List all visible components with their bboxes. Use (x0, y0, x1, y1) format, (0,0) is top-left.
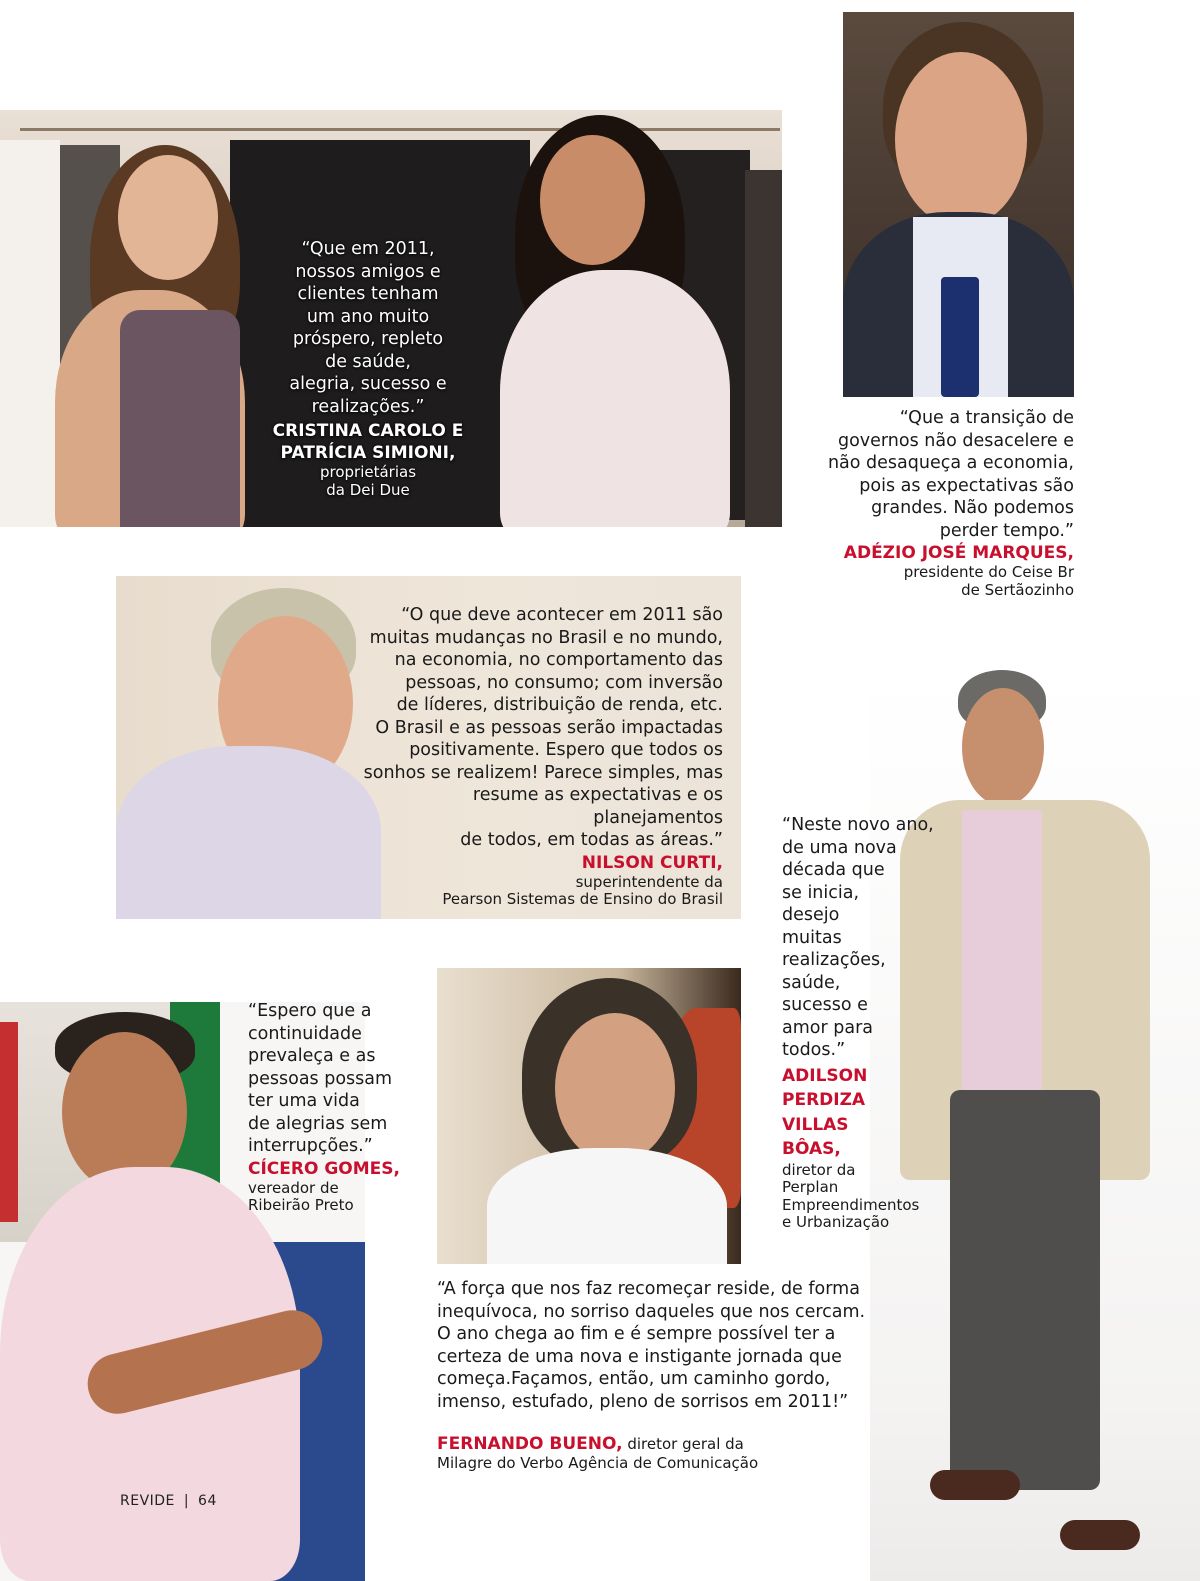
adezio-name: ADÉZIO JOSÉ MARQUES, (843, 543, 1074, 563)
cicero-name: CÍCERO GOMES, (248, 1158, 400, 1179)
magazine-name: REVIDE (120, 1493, 175, 1509)
fernando-name: FERNANDO BUENO, (437, 1433, 623, 1454)
adilson-name: ADILSON PERDIZA VILLAS BÔAS, (782, 1065, 868, 1159)
adilson-caption (782, 814, 952, 1232)
adezio-photo (843, 12, 1074, 397)
fernando-role: diretor geral da (622, 1434, 744, 1453)
page-number: 64 (198, 1493, 217, 1509)
page-footer (120, 1493, 217, 1509)
footer-separator: | (183, 1493, 190, 1509)
boutique-owners-photo (0, 110, 782, 527)
adezio-role: presidente do Ceise Br de Sertãozinho (903, 563, 1074, 599)
adilson-role: diretor da Perplan Empreendimentos e Urbanização (782, 1160, 920, 1231)
fernando-photo (437, 968, 741, 1264)
nilson-role: superintendente da Pearson Sistemas de Ensino do Brasil (442, 872, 723, 908)
boutique-owners-name: CRISTINA CAROLO E PATRÍCIA SIMIONI, (272, 421, 464, 463)
nilson-quote: “O que deve acontecer em 2011 são muitas mudanças no Brasil e no mundo, na economia, no comportamento das pessoas, no consumo; com inversão de líderes, distribuição de renda, etc. O Brasil e as pessoas serão impactadas positivamente. Espero que todos os sonhos se realizem! Parece simples, mas resume as expectativas e os planejamentos de todos, em todas as áreas.” (363, 605, 723, 850)
fernando-quote: “A força que nos faz recomeçar reside, de forma inequívoca, no sorriso daqueles que nos cercam. O ano chega ao fim e é sempre possível ter a certeza de uma nova e instigante jornada que começa.Façamos, então, um caminho gordo, imenso, estufado, pleno de sorrisos em 2011!” (437, 1279, 866, 1412)
boutique-owners-quote: “Que em 2011, nossos amigos e clientes tenham um ano muito próspero, repleto de saúde, alegria, sucesso e realizações.” (289, 239, 447, 417)
fernando-role-company: Milagre do Verbo Agência de Comunicação (437, 1453, 759, 1472)
cicero-role: vereador de Ribeirão Preto (248, 1178, 354, 1214)
fernando-caption (437, 1278, 877, 1472)
nilson-caption (340, 604, 723, 909)
adezio-quote: “Que a transição de governos não desacelere e não desaqueça a economia, pois as expectativas são grandes. Não podemos perder tempo.” (827, 408, 1074, 541)
adezio-caption (800, 407, 1074, 599)
boutique-owners-caption (262, 238, 474, 499)
boutique-owners-role: proprietárias da Dei Due (319, 463, 417, 499)
nilson-name: NILSON CURTI, (581, 852, 723, 873)
cicero-caption (248, 1000, 408, 1215)
adilson-quote: “Neste novo ano, de uma nova década que se inicia, desejo muitas realizações, saúde, sucesso e amor para todos.” (782, 815, 934, 1060)
fernando-credit-line (437, 1416, 877, 1455)
cicero-quote: “Espero que a continuidade prevaleça e as pessoas possam ter uma vida de alegrias sem interrupções.” (248, 1001, 393, 1156)
